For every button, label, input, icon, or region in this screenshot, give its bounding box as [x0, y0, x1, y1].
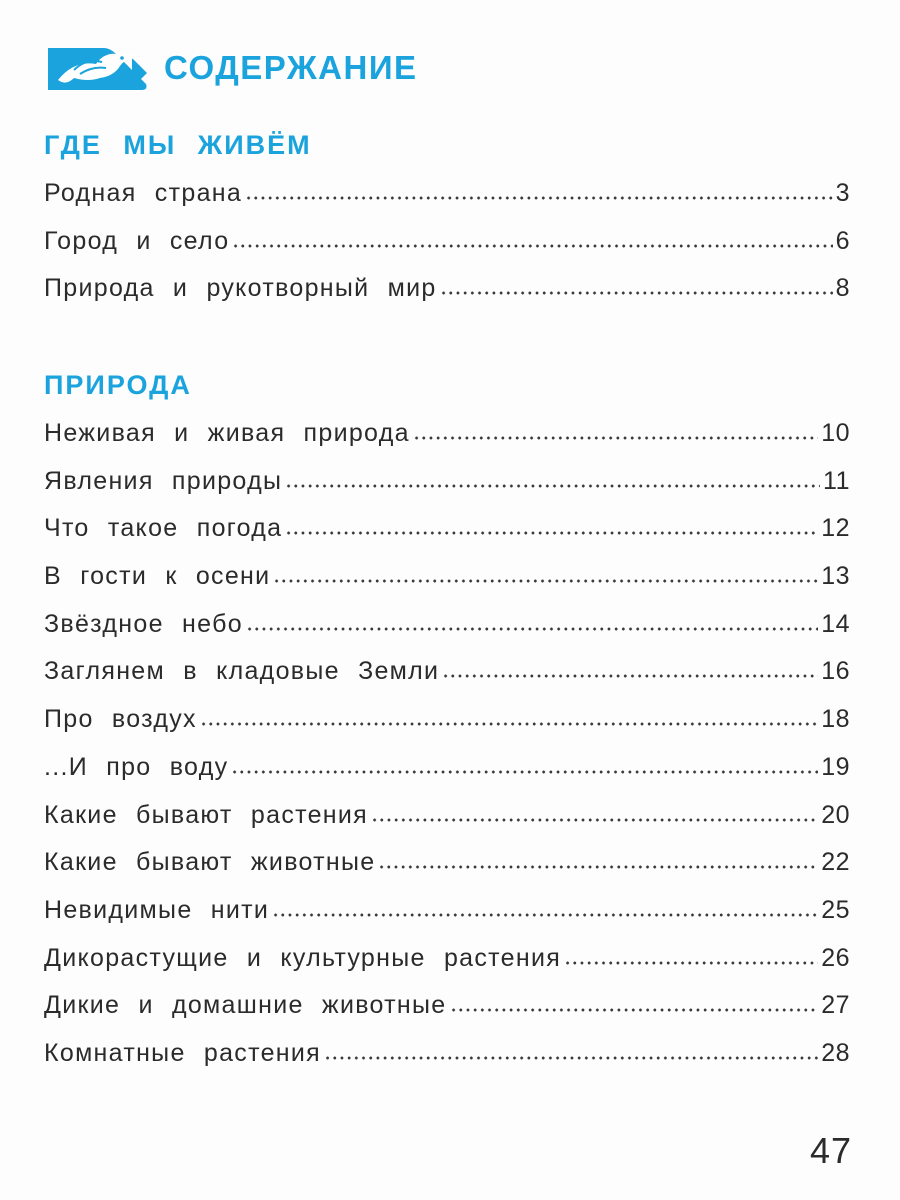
dot-leader [371, 803, 818, 823]
toc-entry-title: Невидимые нити [44, 895, 270, 924]
dot-leader [442, 659, 818, 679]
toc-entry-title: Заглянем в кладовые Земли [44, 657, 440, 686]
page-number: 47 [809, 1130, 852, 1171]
toc-entry[interactable] [44, 601, 850, 649]
toc-list [44, 410, 850, 1078]
toc-entry-title: ...И про воду [44, 752, 229, 781]
dot-leader [450, 993, 819, 1013]
toc-entry-page: 16 [821, 657, 850, 686]
dot-leader [285, 516, 818, 536]
dot-leader [413, 421, 818, 441]
toc-entry[interactable] [44, 553, 850, 601]
toc-entry-title: Дикорастущие и культурные растения [44, 943, 562, 972]
toc-entry-page: 22 [821, 848, 850, 877]
toc-entry[interactable] [44, 410, 850, 458]
toc-entry-page: 3 [835, 179, 850, 207]
dot-leader [564, 946, 818, 966]
toc-entry[interactable] [44, 505, 850, 553]
section-title: ПРИРОДА [44, 370, 192, 400]
toc-entry[interactable] [44, 696, 850, 744]
toc-entry[interactable] [44, 839, 850, 887]
dot-leader [440, 276, 833, 296]
toc-entry-title: Дикие и домашние животные [44, 991, 447, 1020]
toc-entry[interactable] [44, 170, 850, 218]
toc-entry-page: 14 [821, 609, 850, 638]
toc-entry-page: 28 [821, 1038, 850, 1067]
toc-entry-title: Звёздное небо [44, 609, 243, 638]
dot-leader [246, 612, 818, 632]
toc-entry-title: В гости к осени [44, 562, 271, 591]
toc-entry[interactable] [44, 218, 850, 266]
toc-entry-page: 25 [821, 895, 850, 924]
toc-entry-page: 27 [821, 991, 850, 1020]
toc-entry-page: 12 [821, 514, 850, 543]
toc-entry-page: 6 [835, 226, 850, 255]
section-title: ГДЕ МЫ ЖИВЁМ [44, 130, 312, 160]
toc-entry-title: Город и село [44, 226, 230, 255]
toc-entry[interactable] [44, 744, 850, 792]
dot-leader [231, 755, 818, 775]
toc-entry-title: Комнатные растения [44, 1038, 321, 1067]
toc-entry-page: 18 [821, 705, 850, 734]
page-header [44, 40, 418, 96]
toc-entry[interactable] [44, 1030, 850, 1078]
toc-entry-page: 20 [821, 800, 850, 829]
dot-leader [285, 469, 820, 489]
dot-leader [272, 898, 818, 918]
toc-entry[interactable] [44, 265, 850, 313]
toc-entry[interactable] [44, 887, 850, 935]
toc-entry-title: Какие бывают животные [44, 848, 376, 877]
toc-entry[interactable] [44, 792, 850, 840]
toc-entry-title: Природа и рукотворный мир [44, 274, 437, 303]
toc-entry-page: 11 [823, 466, 850, 495]
toc-entry-page: 19 [821, 752, 850, 781]
toc-entry[interactable] [44, 982, 850, 1030]
dot-leader [324, 1041, 818, 1061]
dot-leader [378, 850, 818, 870]
toc-entry-title: Про воздух [44, 705, 197, 734]
toc-entry-title: Неживая и живая природа [44, 419, 410, 447]
toc-entry-title: Что такое погода [44, 514, 283, 543]
toc-list [44, 170, 850, 313]
toc-entry[interactable] [44, 935, 850, 983]
dot-leader [200, 707, 818, 727]
toc-entry-title: Родная страна [44, 179, 243, 207]
dot-leader [273, 564, 818, 584]
toc-entry-title: Какие бывают растения [44, 800, 368, 829]
toc-entry-page: 8 [835, 274, 850, 303]
toc-entry[interactable] [44, 458, 850, 506]
dot-leader [245, 181, 833, 201]
dot-leader [232, 229, 832, 249]
toc-entry[interactable] [44, 648, 850, 696]
bird-flying-icon [44, 40, 152, 96]
toc-entry-page: 10 [821, 419, 850, 447]
toc-entry-page: 13 [821, 562, 850, 591]
toc-entry-page: 26 [821, 943, 850, 972]
toc-entry-title: Явления природы [44, 466, 283, 495]
page-title: СОДЕРЖАНИЕ [164, 49, 418, 86]
